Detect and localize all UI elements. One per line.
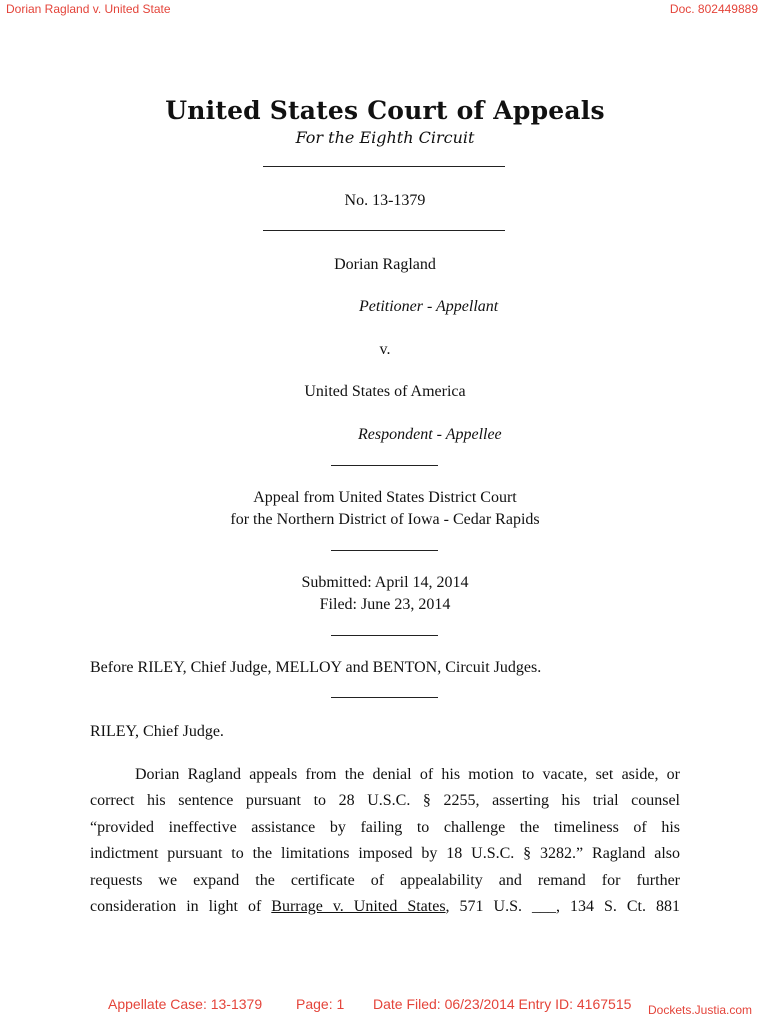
petitioner-name: Dorian Ragland: [334, 256, 436, 273]
panel-judges: Before RILEY, Chief Judge, MELLOY and BENTON, Circuit Judges.: [90, 659, 542, 676]
divider: [331, 635, 438, 636]
respondent-name: United States of America: [304, 383, 466, 400]
appeal-from-line2: for the Northern District of Iowa - Cedar Rapids: [230, 511, 540, 528]
footer-page: Page: 1: [296, 996, 345, 1012]
footer-date-filed: Date Filed: 06/23/2014 Entry ID: 4167515: [373, 996, 632, 1012]
body-line: requests we expand the certificate of appealability and remand for further: [90, 871, 680, 889]
body-line: Dorian Ragland appeals from the denial of his motion to vacate, set aside, or: [135, 766, 680, 783]
footer-case: Appellate Case: 13-1379: [108, 996, 263, 1012]
opinion-author: RILEY, Chief Judge.: [90, 723, 224, 740]
versus: v.: [379, 341, 391, 358]
body-text: , 571 U.S. ___, 134 S. Ct. 881: [445, 897, 680, 915]
filed-date: Filed: June 23, 2014: [319, 596, 451, 613]
divider: [331, 550, 438, 551]
respondent-role: Respondent - Appellee: [358, 426, 502, 443]
header-doc-number: Doc. 802449889: [669, 2, 758, 16]
opinion-body: [90, 762, 680, 920]
divider: [331, 465, 438, 466]
divider: [331, 697, 438, 698]
body-line: indictment pursuant to the limitations imposed by 18 U.S.C. § 3282.” Ragland also: [90, 845, 680, 863]
petitioner-role: Petitioner - Appellant: [359, 298, 499, 315]
court-subtitle: For the Eighth Circuit: [295, 128, 475, 147]
divider: [263, 230, 505, 231]
appeal-from-line1: Appeal from United States District Court: [253, 489, 517, 506]
divider: [263, 166, 505, 167]
court-title: United States Court of Appeals: [165, 96, 605, 125]
body-line: correct his sentence pursuant to 28 U.S.C. § 2255, asserting his trial counsel: [90, 792, 680, 810]
case-citation-link[interactable]: Burrage v. United States: [271, 897, 446, 915]
body-line: “provided ineffective assistance by failing to challenge the timeliness of his: [90, 818, 680, 836]
watermark-link[interactable]: Dockets.Justia.com: [648, 1003, 753, 1017]
submitted-date: Submitted: April 14, 2014: [301, 574, 469, 591]
body-text: consideration in light of: [90, 897, 272, 915]
header-title: Dorian Ragland v. United State: [6, 2, 171, 16]
body-line-last: [90, 894, 680, 920]
case-number: No. 13-1379: [344, 192, 426, 209]
